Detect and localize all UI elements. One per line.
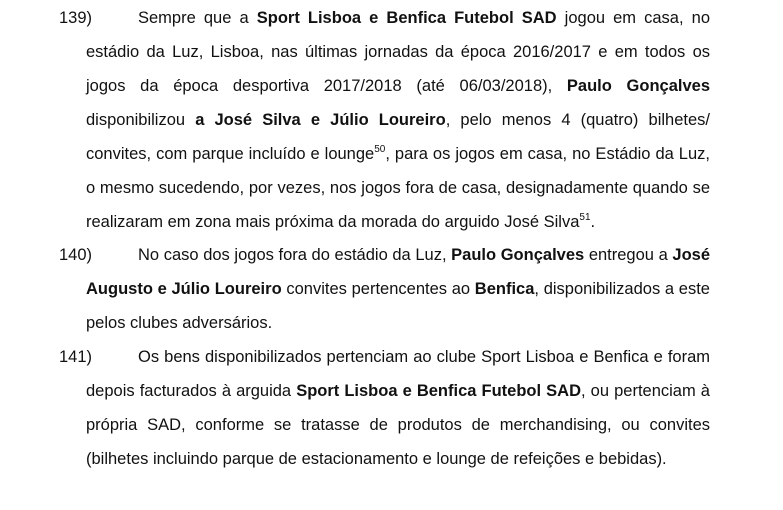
text-run: , para os jogos em casa, no Estádio da Luz, o mesmo sucedendo, por vezes, nos jogos fora de casa, designadamente quando se realizaram em zona mais próxima da morada do arguido José Silva (86, 145, 710, 231)
text-run: entregou a (584, 246, 673, 264)
bold-text-run: Paulo Gonçalves (566, 77, 711, 95)
paragraph-text (86, 1, 710, 239)
bold-text-run: Sport Lisboa e Benfica Futebol SAD (296, 382, 582, 400)
text-run: Os bens disponibilizados pertenciam ao clube Sport Lisboa e Benfica e foram depois facturados à arguida (86, 348, 710, 400)
numbered-paragraph-140 (0, 238, 783, 340)
text-run: No caso dos jogos fora do estádio da Luz, (138, 246, 452, 264)
paragraph-text (86, 238, 710, 340)
numbered-paragraph-141 (0, 340, 783, 476)
text-run: . (590, 213, 596, 231)
bold-text-run: Sport Lisboa e Benfica Futebol SAD (256, 9, 557, 27)
text-run: , disponibilizados a este pelos clubes adversários. (86, 280, 710, 332)
bold-text-run: José Augusto e Júlio Loureiro (86, 246, 710, 298)
bold-text-run: a José Silva e Júlio Loureiro (195, 111, 446, 129)
text-run: , ou pertenciam à própria SAD, conforme se tratasse de produtos de merchandising, ou convites (bilhetes incluindo parque de estacionamento e lounge de refeições e bebidas). (86, 382, 710, 468)
text-run: jogou em casa, no estádio da Luz, Lisboa, nas últimas jornadas da época 2016/2017 e em todos os jogos da época desportiva 2017/2018 (até 06/03/2018), (86, 9, 711, 95)
paragraph-number: 141) (59, 348, 93, 366)
paragraph-number: 139) (59, 9, 93, 27)
footnote-reference[interactable]: 50 (374, 144, 386, 155)
bold-text-run: Paulo Gonçalves (451, 246, 585, 264)
paragraph-text (86, 340, 710, 476)
text-run: , pelo menos 4 (quatro) bilhetes/ convites, com parque incluído e lounge (86, 111, 710, 163)
bold-text-run: Benfica (474, 280, 535, 298)
text-run: convites pertencentes ao (281, 280, 475, 298)
paragraph-number: 140) (59, 246, 93, 264)
text-run: disponibilizou (86, 111, 196, 129)
numbered-paragraph-139 (0, 1, 783, 239)
footnote-reference[interactable]: 51 (579, 212, 591, 223)
text-run: Sempre que a (138, 9, 257, 27)
